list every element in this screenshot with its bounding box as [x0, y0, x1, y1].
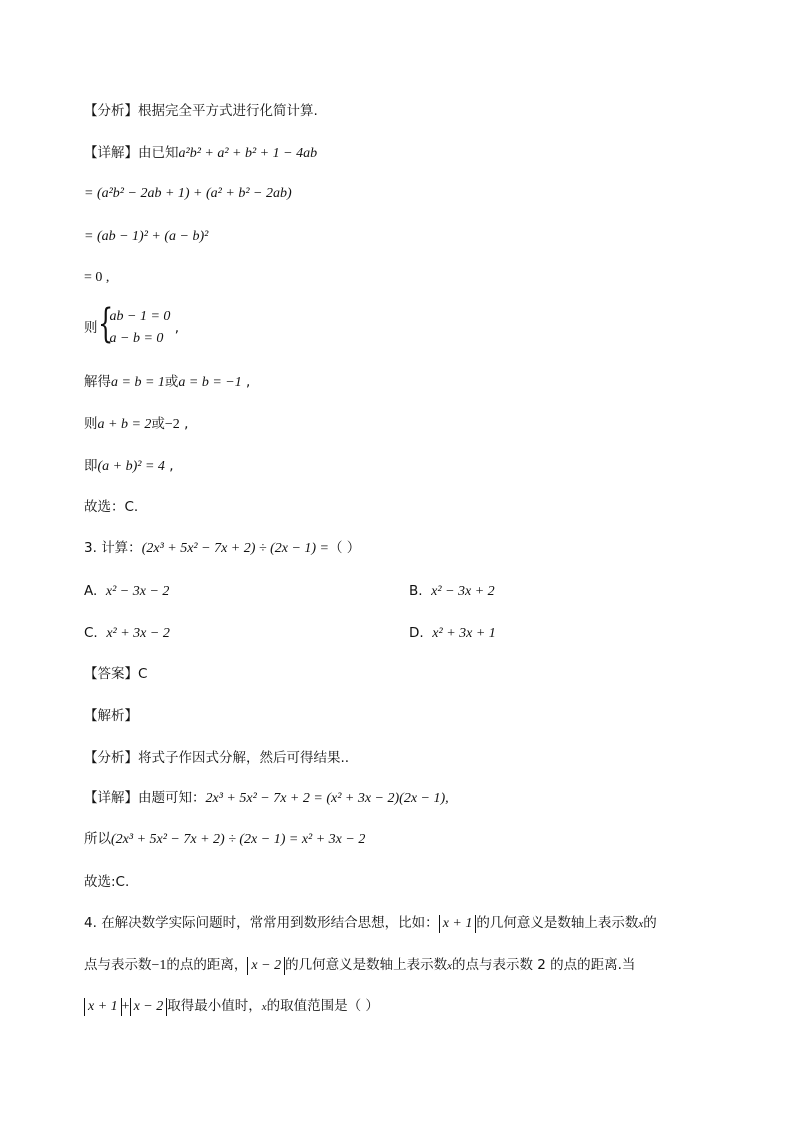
choice-d-expr: x² + 3x + 1: [432, 626, 496, 641]
solution-line-2: [84, 788, 449, 809]
explanation-heading: 【解析】: [84, 708, 138, 724]
brace-icon: {: [97, 301, 113, 347]
system-row-1: ab − 1 = 0: [109, 309, 171, 324]
solution-line: [84, 143, 317, 164]
step-expansion: = (a²b² − 2ab + 1) + (a² + b² − 2ab): [84, 186, 292, 201]
question-3: [84, 538, 360, 559]
abs-x-plus-1: x + 1: [439, 915, 477, 933]
variable-x-2: x: [447, 960, 452, 972]
solution-text-2: 由题可知：: [138, 790, 206, 806]
question-4-line-2: [84, 955, 635, 976]
sum-prefix: 则: [84, 416, 98, 432]
question-4-text-6: 的几何意义是数轴上表示数: [285, 957, 448, 973]
abs-x-plus-1-b: x + 1: [84, 998, 122, 1016]
choose-line-2: 故选:C.: [84, 874, 130, 890]
therefore-expr: (2x³ + 5x² − 7x + 2) ÷ (2x − 1) = x² + 3x − 2: [111, 832, 366, 847]
abs-x-minus-2-b: x − 2: [130, 998, 168, 1016]
choice-a: [84, 581, 169, 602]
plus-sign: +: [121, 999, 130, 1014]
choice-b-label: B.: [409, 583, 423, 599]
square-line: [84, 456, 174, 477]
question-4-number: 4.: [84, 915, 97, 931]
solve-expr-2: a = b = −1: [178, 375, 242, 390]
choice-d-label: D.: [409, 625, 424, 641]
analysis-tag: 【分析】: [84, 103, 138, 119]
solution-text: 由已知: [138, 145, 179, 161]
analysis-tag-2: 【分析】: [84, 750, 138, 766]
question-3-blank: （ ）: [329, 540, 361, 556]
variable-x-1: x: [638, 918, 644, 930]
step-zero: = 0 ,: [84, 270, 110, 285]
solve-or: 或: [164, 374, 179, 390]
system-prefix: 则: [84, 320, 98, 336]
choose-line: 故选：C.: [84, 499, 139, 515]
question-3-number: 3.: [84, 540, 97, 556]
choice-a-expr: x² − 3x − 2: [105, 584, 170, 599]
solution-tag-2: 【详解】: [84, 790, 138, 806]
equation-system: [97, 301, 171, 350]
analysis-line-2: [84, 748, 349, 768]
analysis-text-2: 将式子作因式分解，然后可得结果..: [138, 750, 350, 766]
question-4-line-3: [84, 996, 379, 1017]
sum-expr-1: a + b = 2: [97, 417, 152, 432]
sum-or: 或: [151, 416, 165, 432]
question-4-text-7: 的点与表示数 2 的点的距离.当: [451, 957, 636, 973]
solution-expr: a²b² + a² + b² + 1 − 4ab: [178, 146, 318, 161]
solve-suffix: ,: [241, 374, 251, 390]
question-4-line-1: [84, 913, 657, 934]
choice-c-label: C.: [84, 625, 98, 641]
variable-x-3: x: [261, 1001, 267, 1013]
question-4-text-8: 取得最小值时，: [167, 998, 262, 1014]
question-4-text-2: 的几何意义是数轴上表示数: [476, 915, 639, 931]
sum-expr-2: −2: [164, 417, 180, 432]
sum-suffix: ,: [179, 416, 189, 432]
solve-line: [84, 372, 250, 393]
square-suffix: ,: [164, 458, 174, 474]
square-expr: (a + b)² = 4: [97, 459, 165, 474]
system-row-2: a − b = 0: [109, 331, 164, 346]
choice-d: [409, 623, 496, 644]
choice-a-label: A.: [84, 583, 98, 599]
question-3-expr: (2x³ + 5x² − 7x + 2) ÷ (2x − 1) =: [141, 541, 330, 556]
answer-line: 【答案】C: [84, 666, 148, 682]
question-4-text-3: 的: [643, 915, 657, 931]
square-prefix: 即: [84, 458, 98, 474]
question-4-text-4: 点与表示数: [84, 957, 152, 973]
equation-system-line: [84, 301, 179, 350]
choice-c: [84, 623, 170, 644]
question-4-text-5: 的点的距离，: [166, 957, 248, 973]
solution-tag: 【详解】: [84, 145, 138, 161]
question-4-text-1: 在解决数学实际问题时，常常用到数形结合思想，比如：: [101, 915, 439, 931]
negative-one: −1: [151, 958, 167, 973]
solution-expr-2: 2x³ + 5x² − 7x + 2 = (x² + 3x − 2)(2x − 1),: [205, 791, 449, 806]
choice-b-expr: x² − 3x + 2: [431, 584, 495, 599]
analysis-text: 根据完全平方式进行化简计算.: [138, 103, 318, 119]
system-suffix: ,: [170, 320, 179, 336]
sum-line: [84, 414, 188, 435]
choice-b: [409, 581, 495, 602]
therefore-prefix: 所以: [84, 831, 111, 847]
solve-prefix: 解得: [84, 374, 111, 390]
question-3-label: 计算：: [101, 540, 142, 556]
choice-c-expr: x² + 3x − 2: [106, 626, 170, 641]
question-4-text-9: 的取值范围是（ ）: [266, 998, 379, 1014]
therefore-line: [84, 829, 365, 850]
step-squares: = (ab − 1)² + (a − b)²: [84, 229, 209, 244]
solve-expr-1: a = b = 1: [111, 375, 165, 390]
abs-x-minus-2: x − 2: [247, 957, 285, 975]
analysis-line: [84, 101, 318, 121]
